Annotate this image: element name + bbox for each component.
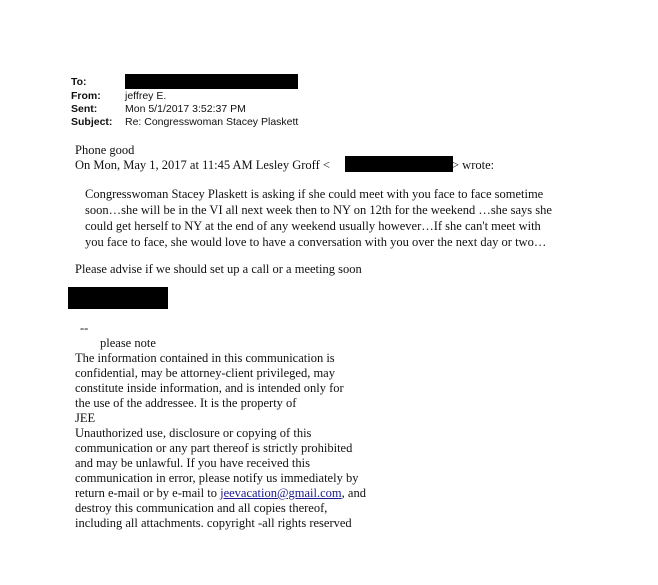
advise-text: Please advise if we should set up a call or a meeting soon xyxy=(75,262,362,276)
quote-intro-prefix: On Mon, May 1, 2017 at 11:45 AM Lesley Groff < xyxy=(75,158,330,172)
sent-value: Mon 5/1/2017 3:52:37 PM xyxy=(125,103,246,115)
disclaimer-line: confidential, may be attorney-client privileged, may xyxy=(75,366,335,380)
disclaimer-email-line xyxy=(75,485,366,501)
subject-value: Re: Congresswoman Stacey Plaskett xyxy=(125,116,299,128)
email-line-suffix: , and xyxy=(341,486,366,500)
disclaimer-line: the use of the addressee. It is the property of xyxy=(75,396,297,410)
from-value: jeffrey E. xyxy=(125,90,167,102)
reply-text: Phone good xyxy=(75,143,135,157)
disclaimer-line: constitute inside information, and is intended only for xyxy=(75,381,344,395)
quoted-line: Congresswoman Stacey Plaskett is asking if she could meet with you face to face sometime xyxy=(85,187,544,201)
disclaimer-line: destroy this communication and all copies thereof, xyxy=(75,501,328,515)
subject-label: Subject: xyxy=(71,116,113,128)
sent-label: Sent: xyxy=(71,103,98,115)
to-label: To: xyxy=(71,76,87,88)
disclaimer-line: including all attachments. copyright -all rights reserved xyxy=(75,516,352,530)
email-line-prefix: return e-mail or by e-mail to xyxy=(75,486,221,500)
redacted-to-address xyxy=(125,74,298,89)
quoted-line: soon…she will be in the VI all next week then to NY on 12th for the weekend …she says she xyxy=(85,203,552,217)
disclaimer-line: The information contained in this communication is xyxy=(75,351,335,365)
redacted-signature-block xyxy=(68,287,168,309)
signature-dashes: -- xyxy=(80,321,89,335)
note-title: please note xyxy=(100,336,156,350)
quoted-line: you face to face, she would love to have a conversation with you over the next day or two… xyxy=(85,235,547,249)
redacted-sender-email xyxy=(345,156,453,172)
email-header xyxy=(0,0,658,140)
contact-email-link[interactable]: jeevacation@gmail.com xyxy=(220,486,342,500)
disclaimer-line: Unauthorized use, disclosure or copying of this xyxy=(75,426,312,440)
disclaimer-line: communication or any part thereof is strictly prohibited xyxy=(75,441,353,455)
disclaimer-line: communication in error, please notify us immediately by xyxy=(75,471,359,485)
from-label: From: xyxy=(71,90,101,102)
disclaimer-line: and may be unlawful. If you have received this xyxy=(75,456,310,470)
quoted-line: could get herself to NY at the end of any weekend usually however…If she can't meet with xyxy=(85,219,541,233)
quote-intro-suffix: > wrote: xyxy=(452,158,495,172)
disclaimer-line: JEE xyxy=(75,411,96,425)
